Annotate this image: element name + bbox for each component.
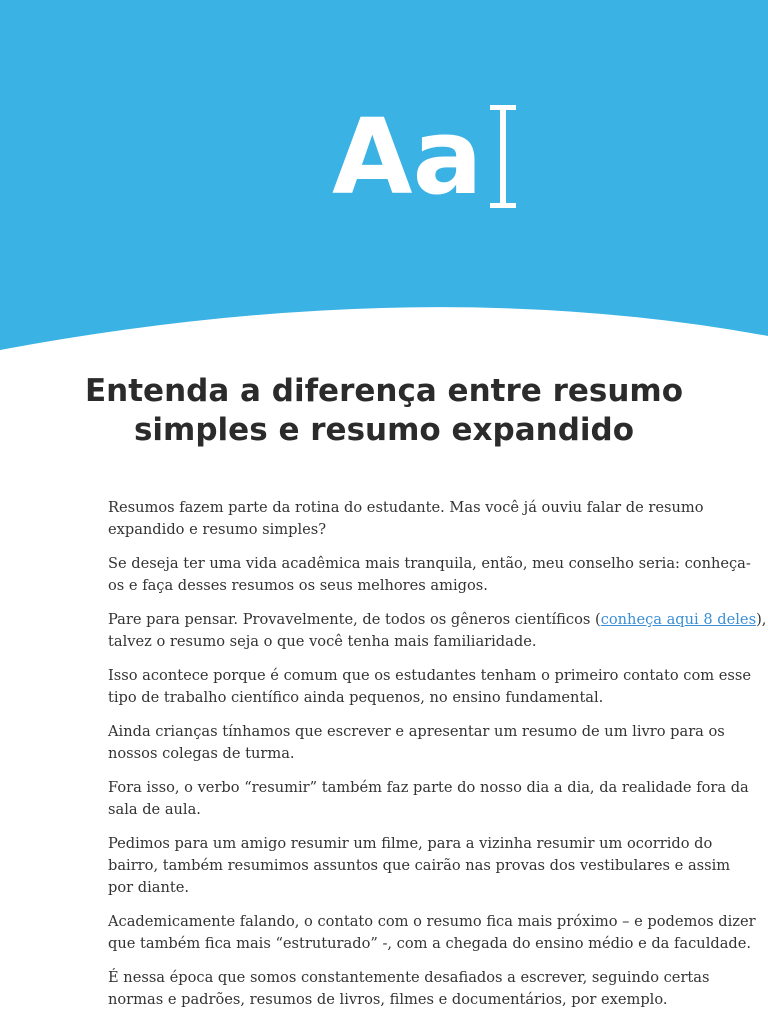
text-line: Isso acontece porque é comum que os estudantes tenham o primeiro contato com esse	[108, 667, 751, 684]
text-line: por diante.	[108, 879, 189, 896]
text-line: Resumos fazem parte da rotina do estudante. Mas você já ouviu falar de resumo	[108, 499, 704, 516]
text-line: sala de aula.	[108, 801, 201, 818]
text-line: Fora isso, o verbo “resumir” também faz parte do nosso dia a dia, da realidade fora da	[108, 779, 749, 796]
paragraph	[108, 833, 740, 899]
paragraph	[108, 911, 756, 955]
text-line: os e faça desses resumos os seus melhores amigos.	[108, 577, 488, 594]
text-line: bairro, também resumimos assuntos que cairão nas provas dos vestibulares e assim	[108, 857, 731, 874]
text-line: normas e padrões, resumos de livros, filmes e documentários, por exemplo.	[108, 991, 668, 1008]
hero-graphic	[0, 0, 768, 360]
logo-text: Aa	[332, 96, 483, 218]
paragraph	[108, 665, 751, 709]
text-line: Pedimos para um amigo resumir um filme, para a vizinha resumir um ocorrido do	[108, 835, 713, 852]
text-line: Ainda crianças tínhamos que escrever e apresentar um resumo de um livro para os	[108, 723, 725, 740]
article-body	[108, 497, 767, 1023]
text-line: tipo de trabalho científico ainda pequenos, no ensino fundamental.	[108, 689, 604, 706]
page-title	[60, 372, 708, 450]
paragraph	[108, 497, 740, 541]
generos-cientificos-link[interactable]: conheça aqui 8 deles	[600, 611, 757, 628]
title-line: simples e resumo expandido	[133, 412, 634, 448]
text-line: expandido e resumo simples?	[108, 521, 327, 538]
paragraph	[108, 777, 749, 821]
text-line	[108, 609, 767, 631]
text-line: talvez o resumo seja o que você tenha mais familiaridade.	[108, 633, 537, 650]
paragraph	[108, 721, 740, 765]
text-line: nossos colegas de turma.	[108, 745, 295, 762]
paragraph	[108, 609, 767, 653]
text-line: É nessa época que somos constantemente desafiados a escrever, seguindo certas	[108, 969, 710, 986]
paragraph	[108, 553, 751, 597]
title-line: Entenda a diferença entre resumo	[84, 373, 684, 409]
paragraph	[108, 967, 740, 1011]
text-segment: Pare para pensar. Provavelmente, de todos os gêneros científicos (	[108, 611, 601, 628]
text-line: que também fica mais “estruturado” -, com a chegada do ensino médio e da faculdade.	[108, 935, 752, 952]
hero-banner	[0, 0, 768, 360]
text-line: Se deseja ter uma vida acadêmica mais tranquila, então, meu conselho seria: conheça-	[108, 555, 751, 572]
text-line: Academicamente falando, o contato com o resumo fica mais próximo – e podemos dizer	[108, 913, 756, 930]
text-segment: ),	[756, 611, 767, 628]
